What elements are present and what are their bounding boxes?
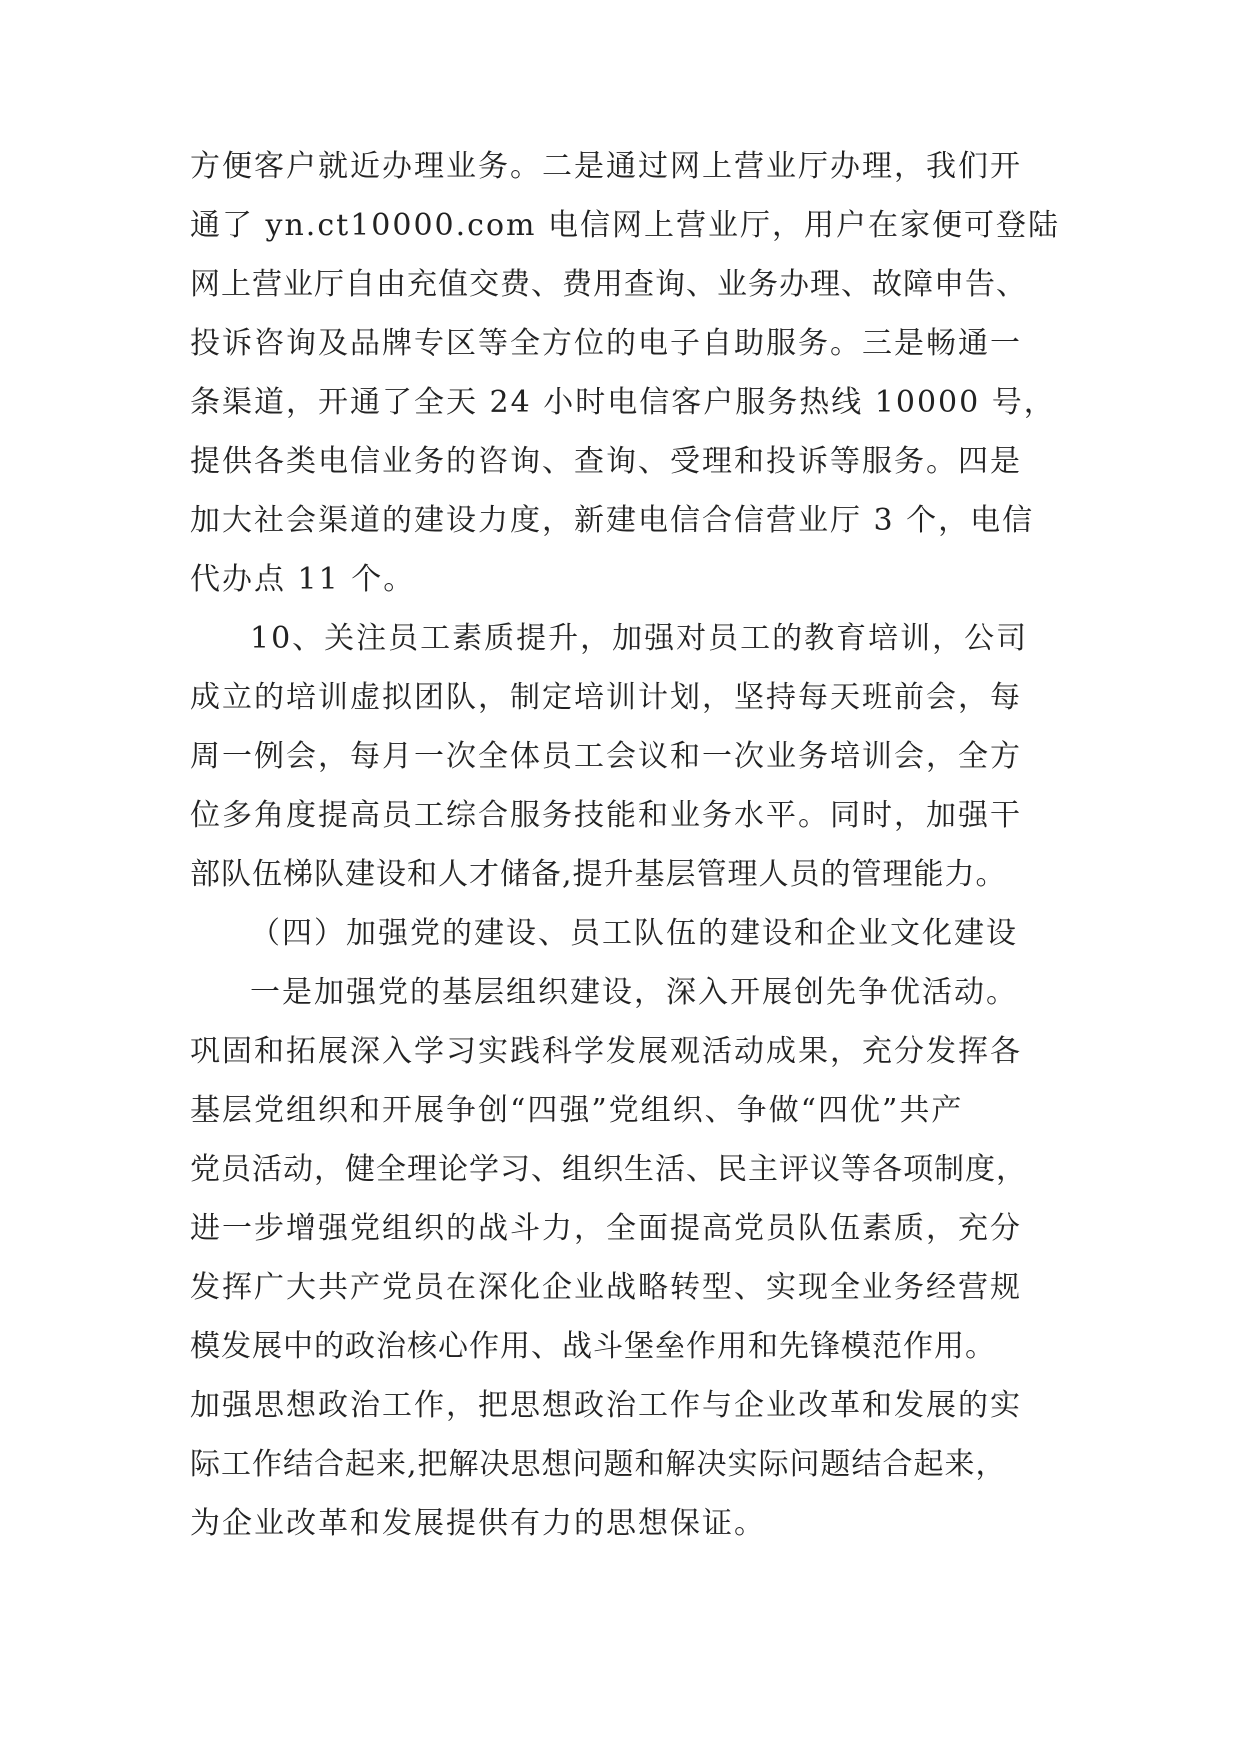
text-line-6: 提供各类电信业务的咨询、查询、受理和投诉等服务。四是 bbox=[190, 444, 1022, 479]
text-line-5: 条渠道，开通了全天 24 小时电信客户服务热线 10000 号， bbox=[190, 385, 1056, 420]
section-heading: （四）加强党的建设、员工队伍的建设和企业文化建设 bbox=[250, 916, 1018, 951]
text-line-15: 一是加强党的基层组织建设，深入开展创先争优活动。 bbox=[250, 975, 1018, 1010]
text-line-3: 网上营业厅自由充值交费、费用查询、业务办理、故障申告、 bbox=[190, 267, 1027, 302]
text-line-7: 加大社会渠道的建设力度，新建电信合信营业厅 3 个，电信 bbox=[190, 503, 1035, 538]
text-line-19: 进一步增强党组织的战斗力，全面提高党员队伍素质，充分 bbox=[190, 1211, 1022, 1246]
text-line-4: 投诉咨询及品牌专区等全方位的电子自助服务。三是畅通一 bbox=[190, 326, 1022, 361]
text-line-10: 成立的培训虚拟团队，制定培训计划，坚持每天班前会，每 bbox=[190, 680, 1022, 715]
text-line-20: 发挥广大共产党员在深化企业战略转型、实现全业务经营规 bbox=[190, 1270, 1022, 1305]
text-line-1: 方便客户就近办理业务。二是通过网上营业厅办理，我们开 bbox=[190, 149, 1022, 184]
text-line-13: 部队伍梯队建设和人才储备,提升基层管理人员的管理能力。 bbox=[190, 857, 1007, 892]
text-line-2: 通了 yn.ct10000.com 电信网上营业厅，用户在家便可登陆 bbox=[190, 208, 1061, 243]
text-line-8: 代办点 11 个。 bbox=[190, 562, 416, 597]
text-line-16: 巩固和拓展深入学习实践科学发展观活动成果，充分发挥各 bbox=[190, 1034, 1022, 1069]
text-line-12: 位多角度提高员工综合服务技能和业务水平。同时，加强干 bbox=[190, 798, 1022, 833]
text-line-24: 为企业改革和发展提供有力的思想保证。 bbox=[190, 1506, 766, 1541]
text-line-11: 周一例会，每月一次全体员工会议和一次业务培训会，全方 bbox=[190, 739, 1022, 774]
text-line-9: 10、关注员工素质提升，加强对员工的教育培训，公司 bbox=[250, 621, 1029, 656]
text-line-18: 党员活动，健全理论学习、组织生活、民主评议等各项制度， bbox=[190, 1152, 1027, 1187]
text-line-22: 加强思想政治工作，把思想政治工作与企业改革和发展的实 bbox=[190, 1388, 1022, 1423]
text-line-21: 模发展中的政治核心作用、战斗堡垒作用和先锋模范作用。 bbox=[190, 1329, 996, 1364]
text-line-17: 基层党组织和开展争创“四强”党组织、争做“四优”共产 bbox=[190, 1093, 964, 1128]
text-line-23: 际工作结合起来,把解决思想问题和解决实际问题结合起来， bbox=[190, 1447, 1007, 1482]
